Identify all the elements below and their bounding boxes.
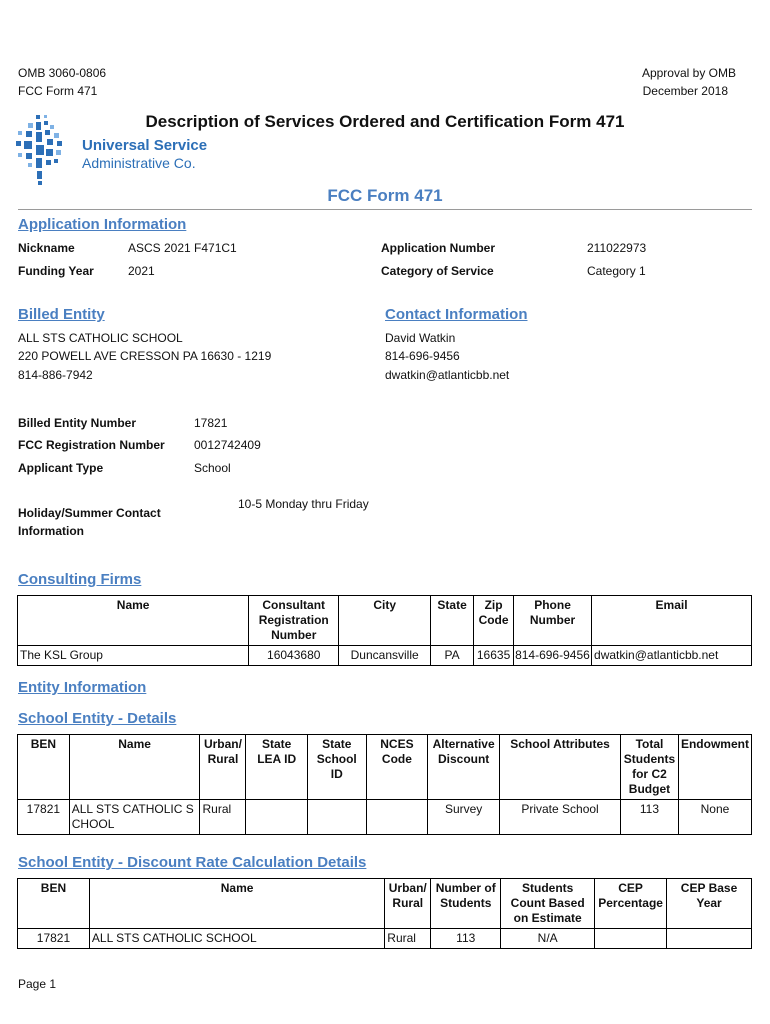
ben-label: Billed Entity Number	[18, 416, 137, 430]
ben-value: 17821	[194, 416, 228, 430]
contact-phone: 814-696-9456	[385, 349, 460, 363]
school-attributes: Private School	[500, 800, 621, 835]
school-details-table	[17, 734, 752, 835]
col-name: Name	[18, 596, 249, 646]
header-divider	[18, 209, 752, 210]
col-urban: Urban/ Rural	[200, 735, 246, 800]
col-reg: Consultant Registration Number	[249, 596, 339, 646]
table-row	[18, 929, 752, 949]
discount-heading: School Entity - Discount Rate Calculation Details	[18, 854, 367, 871]
applicant-type-label: Applicant Type	[18, 461, 104, 475]
contact-name: David Watkin	[385, 331, 456, 345]
col-phone: Phone Number	[514, 596, 592, 646]
approval-date: December 2018	[642, 84, 728, 98]
consulting-header-row	[18, 596, 752, 646]
discount-count-estimate: N/A	[501, 929, 595, 949]
school-details-heading: School Entity - Details	[18, 710, 177, 727]
funding-year-label: Funding Year	[18, 264, 94, 278]
col-name: Name	[89, 879, 384, 929]
discount-cep-base	[667, 929, 752, 949]
form-label: FCC Form 471	[18, 84, 98, 98]
discount-name: ALL STS CATHOLIC SCHOOL	[89, 929, 384, 949]
col-alt-discount: Alternative Discount	[428, 735, 500, 800]
discount-table	[17, 878, 752, 949]
applicant-type-value: School	[194, 461, 231, 475]
school-alt-discount: Survey	[428, 800, 500, 835]
table-row	[18, 800, 752, 835]
billed-entity-address: 220 POWELL AVE CRESSON PA 16630 - 1219	[18, 349, 272, 363]
fcc-reg-label: FCC Registration Number	[18, 438, 165, 452]
col-attributes: School Attributes	[500, 735, 621, 800]
school-endowment: None	[678, 800, 751, 835]
nickname-label: Nickname	[18, 241, 75, 255]
consultant-city: Duncansville	[339, 646, 431, 666]
col-zip: Zip Code	[474, 596, 514, 646]
school-state-id	[307, 800, 366, 835]
school-ben: 17821	[18, 800, 70, 835]
discount-num-students: 113	[431, 929, 501, 949]
school-nces	[366, 800, 428, 835]
approval-text: Approval by OMB	[641, 66, 736, 80]
fcc-reg-value: 0012742409	[194, 438, 261, 452]
consulting-heading: Consulting Firms	[18, 571, 142, 588]
school-name: ALL STS CATHOLIC S CHOOL	[69, 800, 200, 835]
col-endowment: Endowment	[678, 735, 751, 800]
discount-ben: 17821	[18, 929, 90, 949]
funding-year-value: 2021	[128, 264, 155, 278]
discount-urban: Rural	[385, 929, 431, 949]
col-ben: BEN	[18, 879, 90, 929]
logo-line1: Universal Service	[82, 137, 208, 154]
entity-heading: Entity Information	[18, 679, 147, 696]
holiday-label-line1: Holiday/Summer Contact	[18, 506, 161, 520]
school-total: 113	[620, 800, 678, 835]
category-label: Category of Service	[381, 264, 494, 278]
col-lea: State LEA ID	[246, 735, 307, 800]
col-state: State	[431, 596, 474, 646]
consultant-reg: 16043680	[249, 646, 339, 666]
logo-line2: Administrative Co.	[82, 155, 196, 171]
consulting-table	[17, 595, 752, 666]
col-school-id: State School ID	[307, 735, 366, 800]
col-cep: CEP Percentage	[595, 879, 667, 929]
table-row	[18, 646, 752, 666]
col-email: Email	[592, 596, 752, 646]
discount-header-row	[18, 879, 752, 929]
consultant-phone: 814-696-9456	[514, 646, 592, 666]
school-header-row	[18, 735, 752, 800]
consultant-name: The KSL Group	[18, 646, 249, 666]
col-cep-base: CEP Base Year	[667, 879, 752, 929]
discount-cep	[595, 929, 667, 949]
billed-entity-phone: 814-886-7942	[18, 368, 93, 382]
billed-entity-heading: Billed Entity	[18, 306, 105, 323]
holiday-label-line2: Information	[18, 524, 84, 538]
school-lea	[246, 800, 307, 835]
contact-heading: Contact Information	[385, 306, 528, 323]
col-count-estimate: Students Count Based on Estimate	[501, 879, 595, 929]
billed-entity-name: ALL STS CATHOLIC SCHOOL	[18, 331, 183, 345]
col-urban: Urban/ Rural	[385, 879, 431, 929]
consultant-zip: 16635	[474, 646, 514, 666]
form-title: FCC Form 471	[327, 186, 443, 205]
application-heading: Application Information	[18, 216, 187, 233]
app-number-value: 211022973	[587, 241, 647, 255]
holiday-contact-value: 10-5 Monday thru Friday	[238, 497, 369, 511]
nickname-value: ASCS 2021 F471C1	[128, 241, 237, 255]
col-total: Total Students for C2 Budget	[620, 735, 678, 800]
page-number: Page 1	[18, 977, 57, 991]
consultant-email: dwatkin@atlanticbb.net	[592, 646, 752, 666]
page-title: Description of Services Ordered and Certification Form 471	[145, 112, 625, 131]
omb-number: OMB 3060-0806	[18, 66, 107, 80]
col-num-students: Number of Students	[431, 879, 501, 929]
col-name: Name	[69, 735, 200, 800]
col-ben: BEN	[18, 735, 70, 800]
col-nces: NCES Code	[366, 735, 428, 800]
school-urban: Rural	[200, 800, 246, 835]
app-number-label: Application Number	[381, 241, 496, 255]
consultant-state: PA	[431, 646, 474, 666]
contact-email: dwatkin@atlanticbb.net	[385, 368, 510, 382]
col-city: City	[339, 596, 431, 646]
category-value: Category 1	[587, 264, 646, 278]
